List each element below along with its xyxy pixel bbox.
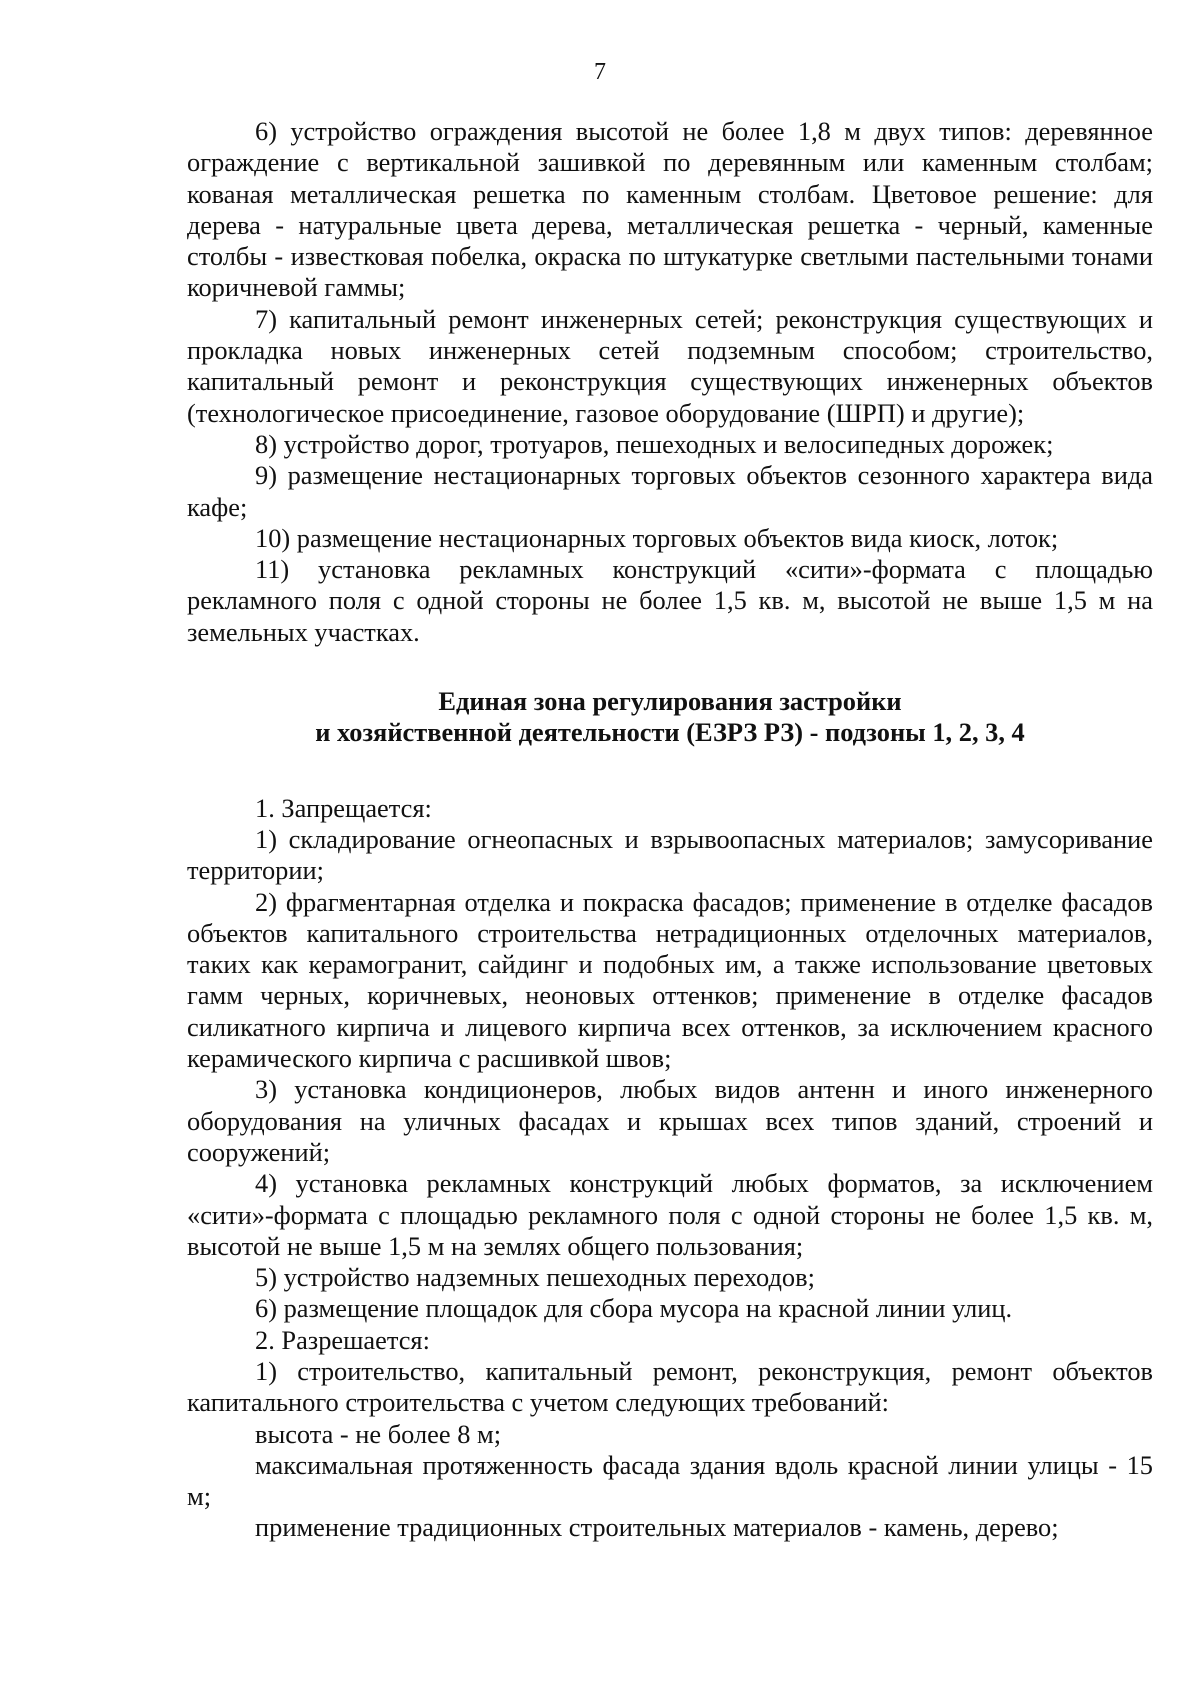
prohibited-item-4: 4) установка рекламных конструкций любых форматов, за исключением «сити»-формата с площадью рекламного поля с одной стороны не более 1,5 кв. м, высотой не выше 1,5 м на землях общего пользования; (187, 1168, 1153, 1261)
list-item-7: 7) капитальный ремонт инженерных сетей; реконструкция существующих и прокладка новых инженерных сетей подземным способом; строительство, капитальный ремонт и реконструкция существующих инженерных объектов (технологическое присоединение, газовое оборудование (ШРП) и другие); (187, 303, 1153, 428)
prohibited-item-6: 6) размещение площадок для сбора мусора на красной линии улиц. (255, 1293, 1013, 1324)
list-item-6: 6) устройство ограждения высотой не более 1,8 м двух типов: деревянное ограждение с вертикальной зашивкой по деревянным или каменным столбам; кованая металлическая решетка по каменным столбам. Цветовое решение: для дерева - натуральные цвета дерева, металлическая решетка - черный, каменные столбы - известковая побелка, окраска по штукатурке светлыми пастельными тонами коричневой гаммы; (187, 116, 1153, 303)
allowed-title: 2. Разрешается: (255, 1324, 430, 1355)
list-item-11: 11) установка рекламных конструкций «сити»-формата с площадью рекламного поля с одной стороны не более 1,5 кв. м, высотой не выше 1,5 м на земельных участках. (187, 554, 1153, 647)
list-item-8: 8) устройство дорог, тротуаров, пешеходных и велосипедных дорожек; (255, 428, 1054, 459)
prohibited-item-1: 1) складирование огнеопасных и взрывоопасных материалов; замусоривание территории; (187, 823, 1153, 886)
list-item-9: 9) размещение нестационарных торговых объектов сезонного характера вида кафе; (187, 460, 1153, 522)
list-item-10: 10) размещение нестационарных торговых объектов вида киоск, лоток; (255, 522, 1059, 553)
section-heading-line-2: и хозяйственной деятельности (ЕЗРЗ РЗ) - подзоны 1, 2, 3, 4 (315, 717, 1025, 748)
prohibited-item-2: 2) фрагментарная отделка и покраска фасадов; применение в отделке фасадов объектов капитального строительства нетрадиционных отделочных материалов, таких как керамогранит, сайдинг и подобных им, а также использование цветовых гамм черных, коричневых, неоновых оттенков; применение в отделке фасадов силикатного кирпича и лицевого кирпича всех оттенков, за исключением красного керамического кирпича с расшивкой швов; (187, 886, 1153, 1074)
prohibited-title: 1. Запрещается: (255, 792, 432, 823)
allowed-item-1: 1) строительство, капитальный ремонт, реконструкция, ремонт объектов капитального строительства с учетом следующих требований: (187, 1355, 1153, 1418)
page-number: 7 (594, 59, 606, 85)
prohibited-item-3: 3) установка кондиционеров, любых видов антенн и иного инженерного оборудования на уличных фасадах и крышах всех типов зданий, строений и сооружений; (187, 1074, 1153, 1167)
document-body (187, 116, 1153, 1544)
prohibited-item-5: 5) устройство надземных пешеходных переходов; (255, 1262, 815, 1293)
allowed-facade-length-requirement: максимальная протяженность фасада здания вдоль красной линии улицы - 15 м; (187, 1449, 1153, 1512)
section-heading-line-1: Единая зона регулирования застройки (438, 686, 902, 717)
allowed-height-requirement: высота - не более 8 м; (255, 1418, 502, 1449)
allowed-materials-requirement: применение традиционных строительных материалов - камень, дерево; (255, 1512, 1059, 1543)
section-heading (187, 686, 1153, 749)
